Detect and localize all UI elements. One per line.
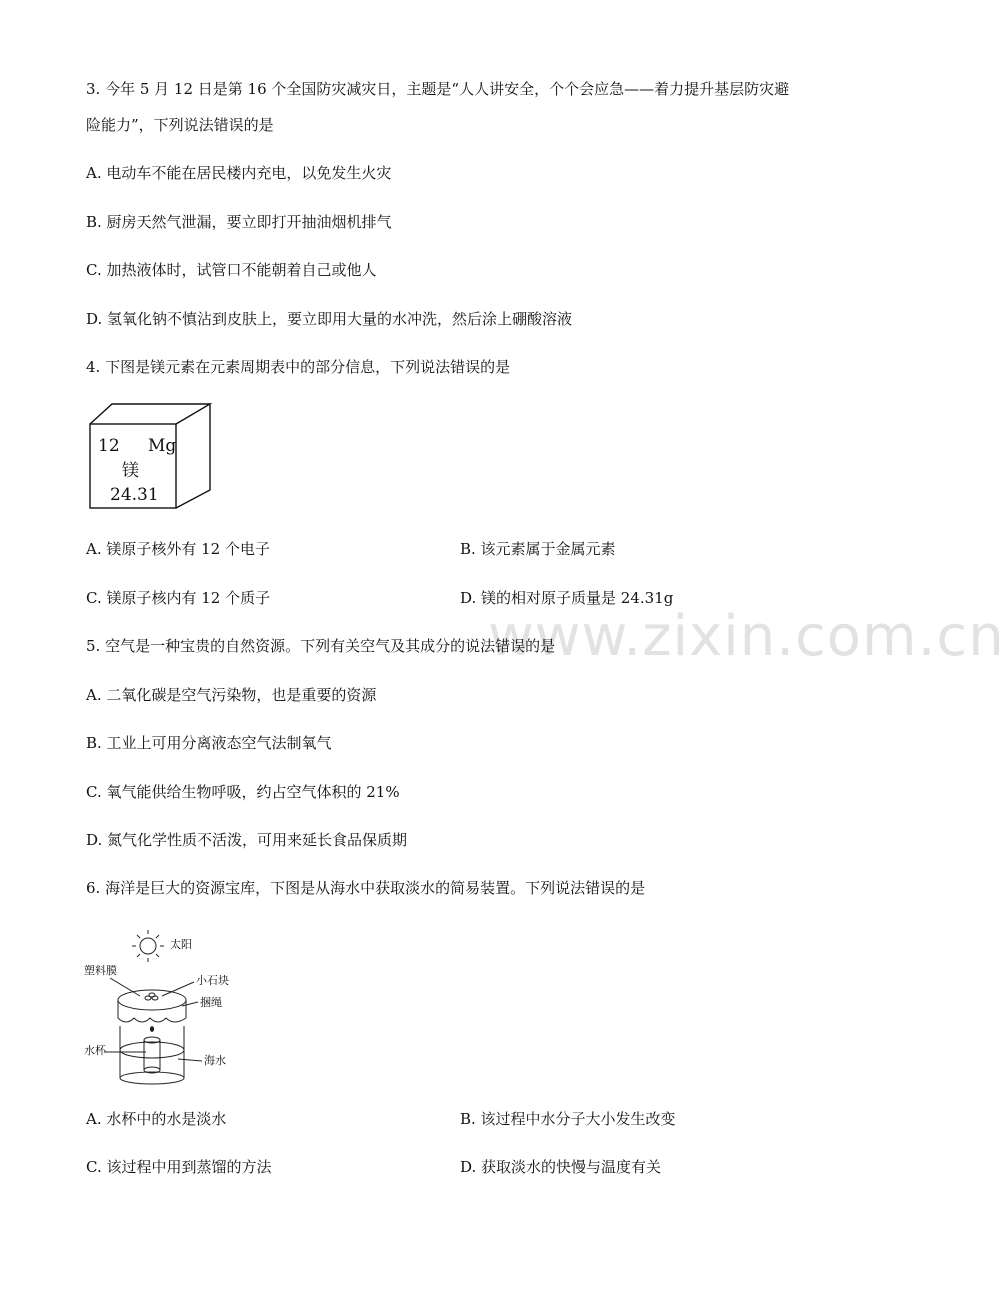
- q6-option-a: A. 水杯中的水是淡水: [86, 1110, 227, 1128]
- q6-option-b: B. 该过程中水分子大小发生改变: [460, 1110, 676, 1128]
- element-symbol: Mg: [148, 436, 177, 456]
- label-cup: 水杯: [84, 1044, 106, 1057]
- sun-icon: [132, 930, 164, 962]
- q4-option-d: D. 镁的相对原子质量是 24.31g: [460, 589, 674, 607]
- q5-option-c: C. 氧气能供给生物呼吸，约占空气体积的 21%: [86, 783, 400, 801]
- q4-option-b: B. 该元素属于金属元素: [460, 540, 616, 558]
- element-mass: 24.31: [110, 485, 159, 505]
- q5-option-a: A. 二氧化碳是空气污染物，也是重要的资源: [86, 686, 377, 704]
- element-atomic-number: 12: [98, 436, 120, 456]
- q4-stem: 4. 下图是镁元素在元素周期表中的部分信息，下列说法错误的是: [86, 358, 511, 376]
- q5-option-d: D. 氮气化学性质不活泼，可用来延长食品保质期: [86, 831, 408, 849]
- label-seawater: 海水: [204, 1054, 226, 1067]
- label-rope: 捆绳: [200, 996, 222, 1009]
- watermark: www.zixin.com.cn: [488, 604, 1005, 669]
- q5-stem: 5. 空气是一种宝贵的自然资源。下列有关空气及其成分的说法错误的是: [86, 637, 556, 655]
- q3-option-d: D. 氢氧化钠不慎沾到皮肤上，要立即用大量的水冲洗，然后涂上硼酸溶液: [86, 310, 573, 328]
- q3-option-a: A. 电动车不能在居民楼内充电，以免发生火灾: [86, 164, 392, 182]
- q6-stem: 6. 海洋是巨大的资源宝库，下图是从海水中获取淡水的简易装置。下列说法错误的是: [86, 879, 646, 897]
- label-film: 塑料膜: [84, 964, 117, 977]
- q3-option-c: C. 加热液体时，试管口不能朝着自己或他人: [86, 261, 377, 279]
- q3-stem-line2: 险能力”，下列说法错误的是: [86, 116, 274, 134]
- q5-option-b: B. 工业上可用分离液态空气法制氧气: [86, 734, 332, 752]
- label-stone: 小石块: [196, 974, 229, 987]
- q6-option-d: D. 获取淡水的快慢与温度有关: [460, 1158, 662, 1176]
- q4-option-a: A. 镁原子核外有 12 个电子: [86, 540, 270, 558]
- desalination-figure: [82, 926, 242, 1084]
- q3-option-b: B. 厨房天然气泄漏，要立即打开抽油烟机排气: [86, 213, 392, 231]
- q6-option-c: C. 该过程中用到蒸馏的方法: [86, 1158, 272, 1176]
- q4-option-c: C. 镁原子核内有 12 个质子: [86, 589, 271, 607]
- element-name: 镁: [122, 461, 139, 481]
- label-sun: 太阳: [170, 938, 192, 951]
- q3-stem-line1: 3. 今年 5 月 12 日是第 16 个全国防灾减灾日，主题是“人人讲安全，个个会应急——着力提升基层防灾避: [86, 80, 790, 98]
- element-cube-figure: [88, 402, 216, 512]
